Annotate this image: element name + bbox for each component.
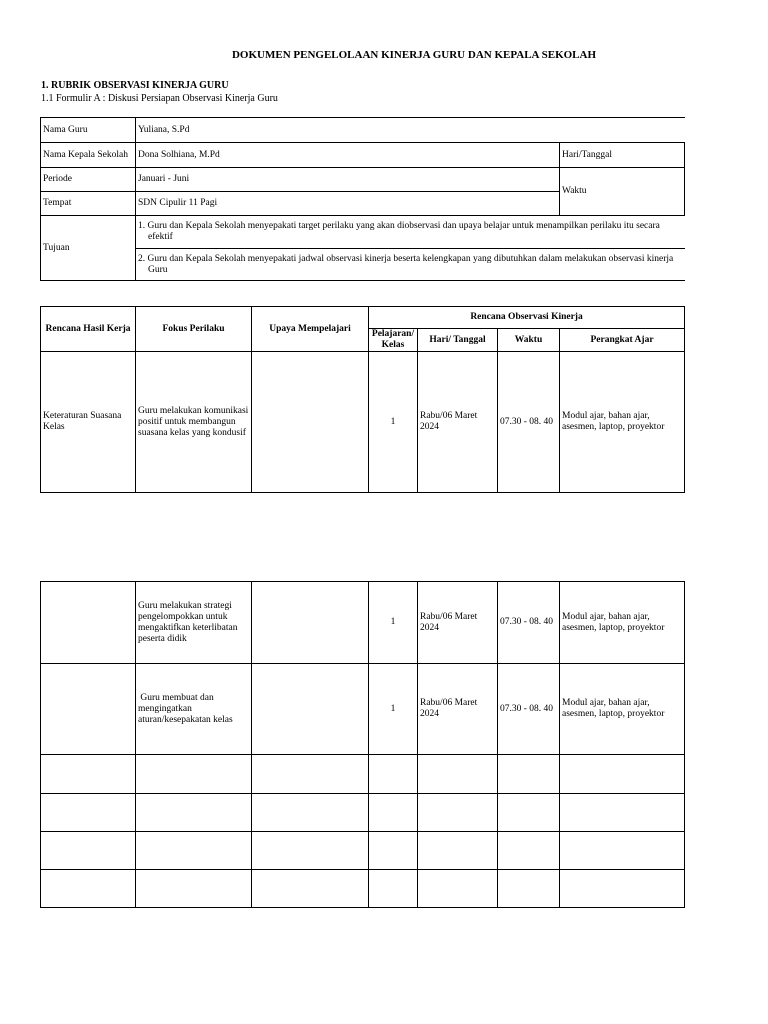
info-row-tujuan-1 [41, 216, 685, 249]
tujuan-label: Tujuan [41, 216, 136, 281]
empty-row [41, 755, 685, 794]
header-fokus: Fokus Perilaku [136, 307, 252, 352]
nama-guru-label: Nama Guru [41, 118, 136, 143]
empty-cell [369, 870, 418, 908]
cell-rencana [41, 582, 136, 664]
header-pelajaran: Pelajaran/ Kelas [369, 329, 418, 352]
tempat-label: Tempat [41, 192, 136, 216]
empty-cell [369, 755, 418, 794]
empty-cell [418, 870, 498, 908]
empty-cell [41, 755, 136, 794]
empty-cell [498, 755, 560, 794]
empty-cell [369, 832, 418, 870]
tujuan-item-2 [136, 249, 685, 281]
cell-pelajaran: 1 [369, 664, 418, 755]
info-row-tujuan-2 [41, 249, 685, 281]
empty-cell [136, 794, 252, 832]
header-hari-tanggal: Hari/ Tanggal [418, 329, 498, 352]
empty-cell [560, 870, 685, 908]
cell-fokus: Guru melakukan komunikasi positif untuk membangun suasana kelas yang kondusif [136, 352, 252, 493]
cell-perangkat: Modul ajar, bahan ajar, asesmen, laptop, proyektor [560, 664, 685, 755]
tujuan-item-1 [136, 216, 685, 249]
info-table [40, 117, 685, 281]
tempat-value: SDN Cipulir 11 Pagi [136, 192, 560, 216]
cell-tanggal: Rabu/06 Maret 2024 [418, 352, 498, 493]
table-row [41, 582, 685, 664]
nama-guru-value: Yuliana, S.Pd [136, 118, 685, 143]
hari-tanggal-label: Hari/Tanggal [560, 143, 685, 168]
periode-label: Periode [41, 168, 136, 192]
empty-cell [560, 755, 685, 794]
empty-cell [41, 794, 136, 832]
cell-perangkat: Modul ajar, bahan ajar, asesmen, laptop, proyektor [560, 582, 685, 664]
empty-cell [252, 794, 369, 832]
empty-cell [369, 794, 418, 832]
empty-cell [252, 832, 369, 870]
kepala-value: Dona Solhiana, M.Pd [136, 143, 560, 168]
empty-cell [136, 832, 252, 870]
plan-table-continued [40, 581, 685, 908]
empty-cell [41, 870, 136, 908]
empty-row [41, 870, 685, 908]
empty-cell [498, 832, 560, 870]
cell-waktu: 07.30 - 08. 40 [498, 582, 560, 664]
cell-pelajaran: 1 [369, 352, 418, 493]
empty-cell [136, 870, 252, 908]
periode-value: Januari - Juni [136, 168, 560, 192]
cell-fokus: Guru melakukan strategi pengelompokkan untuk mengaktifkan keterlibatan peserta didik [136, 582, 252, 664]
header-rencana-observasi: Rencana Observasi Kinerja [369, 307, 685, 329]
header-upaya: Upaya Mempelajari [252, 307, 369, 352]
empty-cell [41, 832, 136, 870]
empty-cell [498, 794, 560, 832]
empty-cell [252, 870, 369, 908]
cell-rencana: Keteraturan Suasana Kelas [41, 352, 136, 493]
cell-upaya [252, 664, 369, 755]
empty-cell [418, 755, 498, 794]
empty-cell [498, 870, 560, 908]
cell-perangkat: Modul ajar, bahan ajar, asesmen, laptop, proyektor [560, 352, 685, 493]
empty-cell [418, 832, 498, 870]
cell-pelajaran: 1 [369, 582, 418, 664]
empty-cell [418, 794, 498, 832]
info-row-kepala [41, 143, 685, 168]
header-perangkat: Perangkat Ajar [560, 329, 685, 352]
table-row [41, 352, 685, 493]
section-subtitle: 1.1 Formulir A : Diskusi Persiapan Observasi Kinerja Guru [41, 93, 278, 104]
empty-row [41, 794, 685, 832]
info-row-periode [41, 168, 685, 192]
cell-rencana [41, 664, 136, 755]
cell-upaya [252, 582, 369, 664]
plan-table-header-part [40, 306, 685, 493]
cell-tanggal: Rabu/06 Maret 2024 [418, 582, 498, 664]
cell-upaya [252, 352, 369, 493]
header-rencana-hasil: Rencana Hasil Kerja [41, 307, 136, 352]
section-title: 1. RUBRIK OBSERVASI KINERJA GURU [41, 80, 229, 91]
tujuan-text-2: 2. Guru dan Kepala Sekolah menyepakati jadwal observasi kinerja beserta kelengkapan yang dibutuhkan dalam melakukan observasi kinerja Guru [138, 253, 674, 275]
empty-cell [560, 794, 685, 832]
document-title: DOKUMEN PENGELOLAAN KINERJA GURU DAN KEPALA SEKOLAH [231, 49, 597, 61]
cell-waktu: 07.30 - 08. 40 [498, 664, 560, 755]
empty-row [41, 832, 685, 870]
tujuan-text-1: 1. Guru dan Kepala Sekolah menyepakati target perilaku yang akan diobservasi dan upaya belajar untuk menampilkan perilaku itu secara efektif [138, 221, 660, 242]
cell-waktu: 07.30 - 08. 40 [498, 352, 560, 493]
info-row-nama-guru [41, 118, 685, 143]
empty-cell [560, 832, 685, 870]
kepala-label: Nama Kepala Sekolah [41, 143, 136, 168]
header-waktu: Waktu [498, 329, 560, 352]
cell-fokus: Guru membuat dan mengingatkan aturan/kesepakatan kelas [136, 664, 252, 755]
empty-cell [136, 755, 252, 794]
empty-cell [252, 755, 369, 794]
table-row [41, 664, 685, 755]
waktu-label: Waktu [560, 168, 685, 216]
cell-tanggal: Rabu/06 Maret 2024 [418, 664, 498, 755]
plan-header-row-1 [41, 307, 685, 329]
